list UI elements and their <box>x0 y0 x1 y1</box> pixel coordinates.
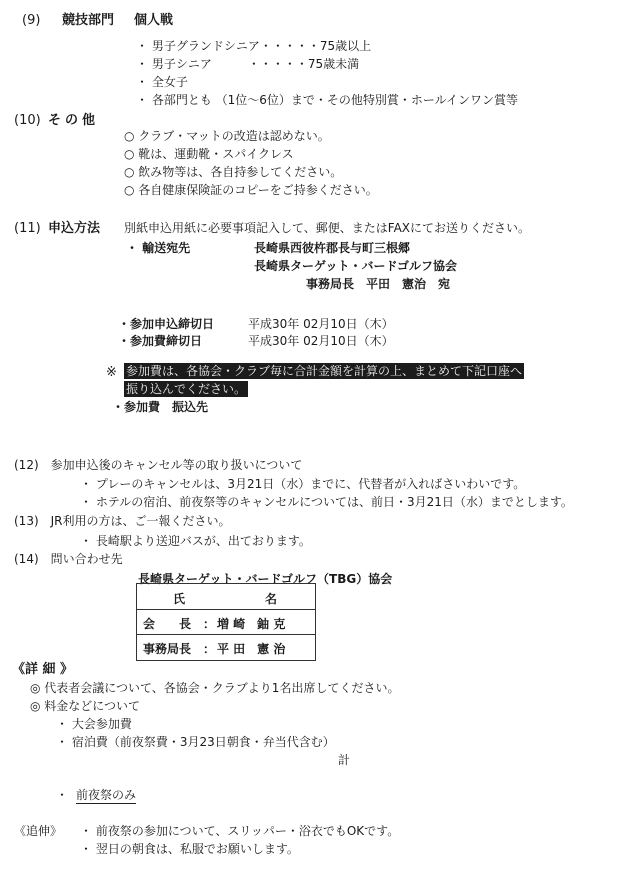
fee-item: ・ 大会参加費 <box>56 717 132 731</box>
table-row <box>137 634 315 659</box>
fee-item <box>56 789 136 801</box>
address-line: 長崎県西彼杵郡長与町三根郷 <box>254 241 411 255</box>
table-row <box>137 609 315 635</box>
details-heading: 《詳 細 》 <box>12 662 74 677</box>
list-item: ・ 各部門とも （1位～6位）まで・その他特別賞・ホールインワン賞等 <box>136 93 519 107</box>
section-13-title: (13) JR利用の方は、ご一報ください。 <box>14 514 231 528</box>
contact-table <box>136 583 316 661</box>
deadline-value: 平成30年 02月10日（木） <box>248 317 394 331</box>
note-text: 参加費は、各協会・クラブ毎に合計金額を計算の上、まとめて下記口座へ <box>126 364 523 378</box>
list-item: ○ 飲み物等は、各自持参してください。 <box>124 165 343 179</box>
list-item: ・ ホテルの宿泊、前夜祭等のキャンセルについては、前日・3月21日（水）までとします。 <box>80 495 573 509</box>
section-11-title: 申込方法 <box>48 221 101 236</box>
deadline-value: 平成30年 02月10日（木） <box>248 334 394 348</box>
table-header-cell: 名 <box>265 592 278 606</box>
postscript-item: ・ 翌日の朝食は、私服でお願いします。 <box>80 842 299 856</box>
table-cell-separator: ： <box>203 642 216 656</box>
postscript-item: ・ 前夜祭の参加について、スリッパー・浴衣でもOKです。 <box>80 824 400 838</box>
section-12-title: (12) 参加申込後のキャンセル等の取り扱いについて <box>14 458 303 472</box>
list-item: ○ 靴は、運動靴・スパイクレス <box>124 147 294 161</box>
section-11-number: (11) <box>14 221 41 236</box>
note-highlight-line <box>124 365 524 377</box>
total-label: 計 <box>338 753 351 767</box>
section-11-description: 別紙申込用紙に必要事項記入して、郵便、またはFAXにてお送りください。 <box>124 221 530 235</box>
deadline-label: ・参加費締切日 <box>118 334 203 348</box>
list-item: ・ 男子シニア ・・・・・75歳未満 <box>136 57 360 71</box>
send-to-label: ・ 輸送宛先 <box>126 241 191 255</box>
note-mark: ※ <box>106 365 117 380</box>
address-line: 事務局長 平田 憲治 宛 <box>306 277 451 291</box>
deadline-label: ・参加申込締切日 <box>118 317 215 331</box>
fee-bullet: ・ <box>56 788 69 802</box>
table-cell-role: 会 長 <box>143 617 192 631</box>
table-cell-separator: ： <box>203 617 216 631</box>
table-cell-role: 事務局長 <box>143 642 192 656</box>
postscript-label: 《追伸》 <box>14 824 63 838</box>
section-10-number: (10) <box>14 113 41 128</box>
note-highlight-line <box>124 383 248 395</box>
note-text: 振り込んでください。 <box>126 382 247 396</box>
details-item: ◎ 料金などについて <box>30 699 141 713</box>
section-10-title: その他 <box>48 113 100 128</box>
list-item: ・ 長崎駅より送迎バスが、出ております。 <box>80 534 311 548</box>
list-item: ○ 各自健康保険証のコピーをご持参ください。 <box>124 183 378 197</box>
table-header-cell: 氏 <box>173 592 186 606</box>
table-cell-name: 平 田 憲 治 <box>217 642 286 656</box>
table-cell-name: 増 崎 鈾 克 <box>217 617 286 631</box>
address-line: 長崎県ターゲット・バードゴルフ協会 <box>254 259 458 273</box>
details-item: ◎ 代表者会議について、各協会・クラブより1名出席してください。 <box>30 681 400 695</box>
section-9-subtitle: 個人戦 <box>134 13 174 28</box>
fee-transfer-label: ・参加費 振込先 <box>112 400 209 414</box>
section-14-title: (14) 問い合わせ先 <box>14 552 123 566</box>
section-9-title: 競技部門 <box>62 13 115 28</box>
list-item: ・ 男子グランドシニア・・・・・75歳以上 <box>136 39 372 53</box>
fee-item: ・ 宿泊費（前夜祭費・3月23日朝食・弁当代含む） <box>56 735 335 749</box>
table-header-row <box>137 584 315 610</box>
list-item: ・ 全女子 <box>136 75 188 89</box>
section-9-number: (9) <box>22 13 41 28</box>
list-item: ・ プレーのキャンセルは、3月21日（水）までに、代替者が入ればさいわいです。 <box>80 477 526 491</box>
fee-item-label: 前夜祭のみ <box>76 788 137 802</box>
list-item: ○ クラブ・マットの改造は認めない。 <box>124 129 330 143</box>
contact-organization: 長崎県ターゲット・バードゴルフ（TBG）協会 <box>138 572 393 586</box>
